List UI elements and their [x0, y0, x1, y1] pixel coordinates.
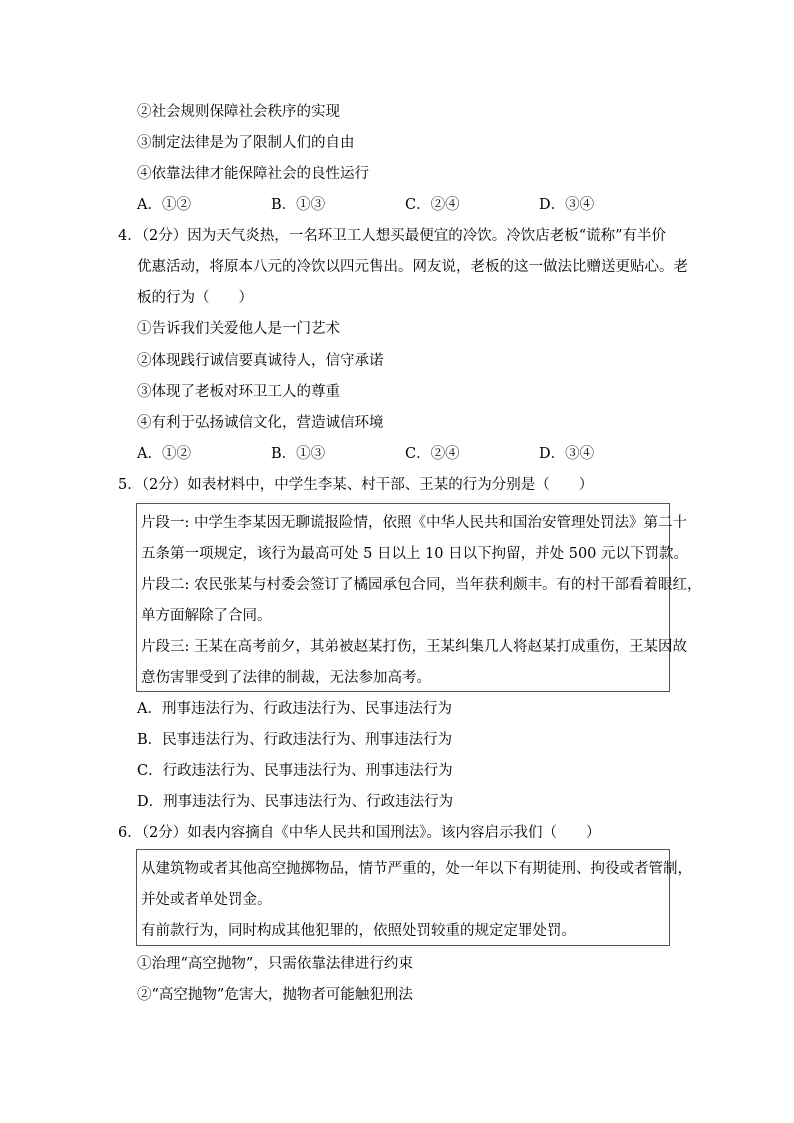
q3-statement-4: ④依靠法律才能保障社会的良性运行 [137, 166, 369, 182]
q4-statement-4: ④有利于弘扬诚信文化，营造诚信环境 [137, 415, 384, 431]
q5-box-line-4: 单方面解除了合同。 [141, 608, 272, 624]
q4-options [137, 447, 657, 462]
q3-option-d[interactable]: D．③④ [539, 197, 595, 213]
q5-box-line-1: 片段一: 中学生李某因无聊谎报险情，依照《中华人民共和国治安管理处罚法》第二十 [141, 515, 687, 531]
q4-statement-3: ③体现了老板对环卫工人的尊重 [137, 384, 340, 400]
q5-option-b[interactable]: B．民事违法行为、行政违法行为、刑事违法行为 [137, 732, 453, 748]
q3-option-a[interactable]: A．①② [137, 197, 191, 213]
q5-material-box [136, 503, 702, 692]
q5-stem: 5．（2分）如表材料中，中学生李某、村干部、王某的行为分别是（ ） [118, 477, 594, 493]
q4-stem-line-2: 优惠活动，将原本八元的冷饮以四元售出。网友说，老板的这一做法比赠送更贴心。老 [137, 259, 688, 275]
q3-option-b[interactable]: B．①③ [271, 197, 326, 213]
q6-box-line-2: 并处或者单处罚金。 [141, 892, 272, 908]
q6-box-line-3: 有前款行为，同时构成其他犯罪的，依照处罚较重的规定定罪处罚。 [141, 923, 576, 939]
q4-stem-line-1: 4．（2分）因为天气炎热，一名环卫工人想买最便宜的冷饮。冷饮店老板“谎称”有半价 [118, 228, 667, 244]
q5-option-a[interactable]: A．刑事违法行为、行政违法行为、民事违法行为 [137, 701, 452, 717]
q3-statement-3: ③制定法律是为了限制人们的自由 [137, 135, 355, 151]
q6-statement-2: ②“高空抛物”危害大，抛物者可能触犯刑法 [137, 987, 413, 1003]
q4-statement-1: ①告诉我们关爱他人是一门艺术 [137, 321, 340, 337]
q3-option-c[interactable]: C．②④ [405, 197, 460, 213]
q5-option-d[interactable]: D．刑事违法行为、民事违法行为、行政违法行为 [137, 794, 454, 810]
q5-box-line-5: 片段三: 王某在高考前夕，其弟被赵某打伤，王某纠集几人将赵某打成重伤，王某因故 [141, 639, 687, 655]
q6-material-box [136, 849, 692, 946]
q5-option-c[interactable]: C．行政违法行为、民事违法行为、刑事违法行为 [137, 763, 453, 779]
q3-options [137, 198, 657, 213]
q4-option-d[interactable]: D．③④ [539, 446, 595, 462]
q6-stem: 6．（2分）如表内容摘自《中华人民共和国刑法》。该内容启示我们（ ） [118, 825, 601, 841]
q5-box-line-2: 五条第一项规定，该行为最高可处 5 日以上 10 日以下拘留，并处 500 元以下罚款。 [141, 546, 689, 562]
q4-stem-line-3: 板的行为（ ） [137, 290, 253, 306]
q5-box-line-3: 片段二: 农民张某与村委会签订了橘园承包合同，当年获利颇丰。有的村干部看着眼红， [141, 577, 702, 593]
q4-statement-2: ②体现践行诚信要真诚待人，信守承诺 [137, 353, 384, 369]
q4-option-a[interactable]: A．①② [137, 446, 191, 462]
q6-box-line-1: 从建筑物或者其他高空抛掷物品，情节严重的，处一年以下有期徒刑、拘役或者管制， [141, 861, 692, 877]
q3-statement-2: ②社会规则保障社会秩序的实现 [137, 104, 340, 120]
q6-statement-1: ①治理“高空抛物”，只需依靠法律进行约束 [137, 956, 413, 972]
q4-option-c[interactable]: C．②④ [405, 446, 460, 462]
q5-box-line-6: 意伤害罪受到了法律的制裁，无法参加高考。 [141, 670, 431, 686]
q4-option-b[interactable]: B．①③ [271, 446, 326, 462]
